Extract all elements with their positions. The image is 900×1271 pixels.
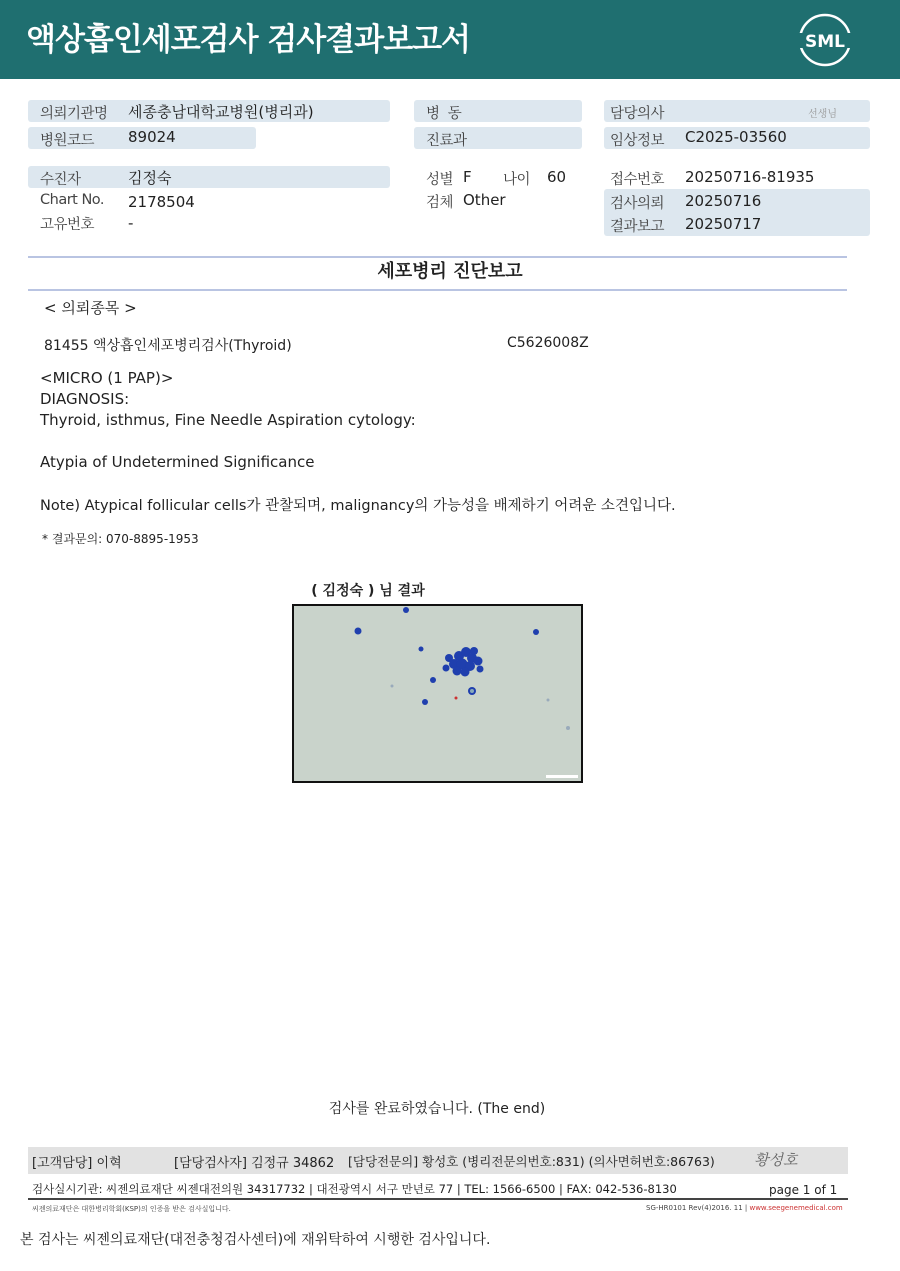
hospital-code-value: 89024 [128,128,176,146]
image-title: ( 김정숙 ) 님 결과 [311,583,425,599]
age-label: 나이 [503,172,531,188]
doctor-suffix: 선생님 [808,109,837,120]
age-value: 60 [547,168,567,186]
report-date-value: 20250717 [685,215,762,233]
section-bottom-rule [28,289,847,291]
diagnosis-note: Note) Atypical follicular cells가 관찰되며, malignancy의 가능성을 배제하기 어려운 소견입니다. [40,498,676,514]
footer-institution: 검사실시기관: 씨젠의료재단 씨젠대전의원 34317732 | 대전광역시 서구 만년로 77 | TEL: 1566-6500 | FAX: 042-536-8130 [32,1182,677,1196]
patient-row-bg [28,166,390,188]
patient-value: 김정숙 [128,169,172,187]
specimen-label: 검체 [426,195,454,211]
diagnosis-result: Atypia of Undetermined Significance [40,453,315,471]
unique-label: 고유번호 [40,217,95,233]
test-item-ref: C5626008Z [507,335,589,351]
footer-customer: [고객담당] 이혁 [32,1156,122,1171]
receipt-label: 접수번호 [610,172,665,188]
footer-tester: [담당검사자] 김정규 34862 [174,1156,335,1171]
diagnosis-label: DIAGNOSIS: [40,390,130,408]
sex-label: 성별 [426,172,454,188]
section-title: 세포병리 진단보고 [377,261,523,282]
patient-label: 수진자 [40,172,81,188]
signature: 황성호 [754,1151,798,1169]
doctor-label: 담당의사 [610,106,665,122]
footer-rule [28,1198,848,1200]
diagnosis-site: Thyroid, isthmus, Fine Needle Aspiration cytology: [40,411,416,429]
request-label: 검사의뢰 [610,196,665,212]
footer-page: page 1 of 1 [769,1183,838,1197]
chart-label: Chart No. [40,192,105,208]
institution-label: 의뢰기관명 [40,106,108,122]
report-date-label: 결과보고 [610,219,665,235]
clinical-label: 임상정보 [610,133,665,149]
end-text: 검사를 완료하였습니다. (The end) [328,1101,546,1117]
report-title: 액상흡인세포검사 검사결과보고서 [26,22,470,58]
inquiry-phone: * 결과문의: 070-8895-1953 [42,532,199,546]
request-value: 20250716 [685,192,762,210]
unique-value: - [128,214,134,232]
test-item-name: 81455 액상흡인세포병리검사(Thyroid) [44,338,292,354]
receipt-value: 20250716-81935 [685,168,815,186]
chart-value: 2178504 [128,193,195,211]
sml-logo [796,11,854,69]
cytology-image [292,604,583,783]
clinical-value: C2025-03560 [685,128,787,146]
footer-cert: 씨젠의료재단은 대한병리학회(KSP)의 인증을 받은 검사실입니다. [32,1205,231,1213]
department-label: 진료과 [426,133,467,149]
institution-value: 세종충남대학교병원(병리과) [128,103,314,121]
ward-label: 병 동 [426,106,462,122]
micro-label: <MICRO (1 PAP)> [40,369,174,387]
logo-text: SML [805,32,845,52]
request-items-label: < 의뢰종목 > [44,299,137,317]
specimen-value: Other [463,191,506,209]
disclaimer: 본 검사는 씨젠의료재단(대전충청검사센터)에 재위탁하여 시행한 검사입니다. [20,1232,491,1248]
hospital-code-label: 병원코드 [40,133,95,149]
website-link[interactable]: www.seegenemedical.com [749,1204,843,1212]
footer-specialist: [담당전문의] 황성호 (병리전문의번호:831) (의사면허번호:86763) [348,1154,715,1169]
form-code: SG-HR0101 Rev(4)2016. 11 | [646,1204,750,1212]
footer-form-code [646,1204,843,1212]
sex-value: F [463,168,472,186]
